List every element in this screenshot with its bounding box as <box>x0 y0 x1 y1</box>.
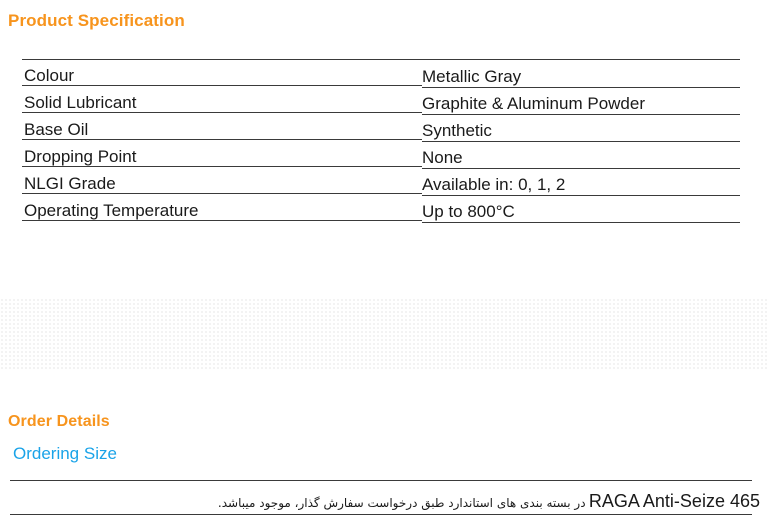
ordering-size-subtitle: Ordering Size <box>13 444 117 463</box>
spec-row-colour <box>22 60 740 87</box>
spec-value: Graphite & Aluminum Powder <box>422 87 740 114</box>
spec-value: Metallic Gray <box>422 60 740 87</box>
order-section-title: Order Details <box>8 413 110 430</box>
spec-key: Colour <box>22 60 422 87</box>
product-name: RAGA Anti-Seize 465 <box>588 491 760 511</box>
spec-value: None <box>422 141 740 168</box>
spec-value: Available in: 0, 1, 2 <box>422 168 740 195</box>
spec-row-base-oil <box>22 114 740 141</box>
spec-section-title: Product Specification <box>8 11 185 30</box>
spec-key: Dropping Point <box>22 141 422 168</box>
ordering-size-description <box>0 491 760 512</box>
spec-value: Synthetic <box>422 114 740 141</box>
spec-key: NLGI Grade <box>22 168 422 195</box>
spec-row-operating-temperature <box>22 195 740 222</box>
ordering-size-text: در بسته بندی های استاندارد طبق درخواست سفارش گذار، موجود میباشد. <box>217 496 586 510</box>
spec-value: Up to 800°C <box>422 195 740 222</box>
dotted-divider-band <box>0 298 768 370</box>
spec-key: Base Oil <box>22 114 422 141</box>
spec-row-dropping-point <box>22 141 740 168</box>
spec-table <box>22 59 740 222</box>
spec-row-nlgi-grade <box>22 168 740 195</box>
spec-key: Operating Temperature <box>22 195 422 222</box>
order-divider-bottom <box>10 514 752 515</box>
order-divider-top <box>10 480 752 481</box>
spec-key: Solid Lubricant <box>22 87 422 114</box>
spec-row-solid-lubricant <box>22 87 740 114</box>
